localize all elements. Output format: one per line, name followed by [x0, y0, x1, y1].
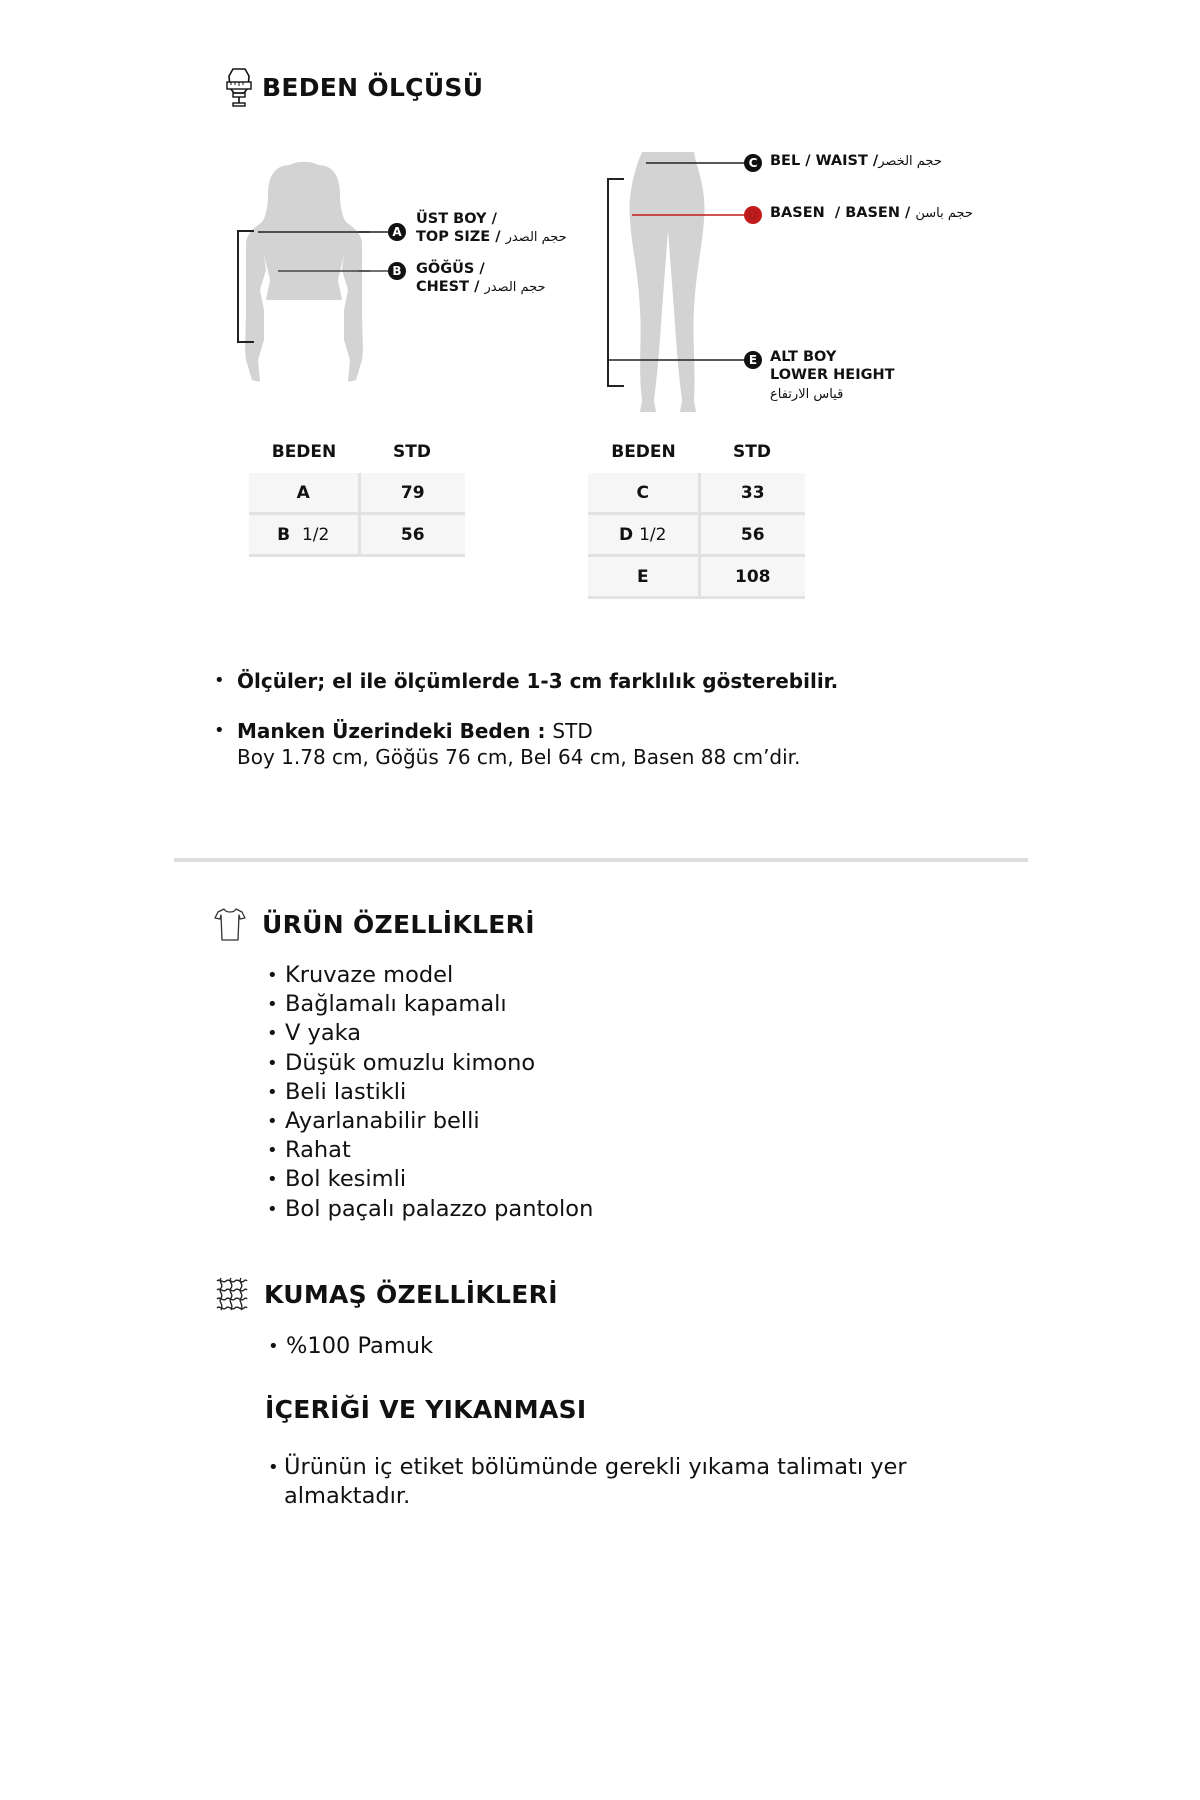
size-value-cell: 79	[359, 473, 465, 514]
size-label-cell: D 1/2	[588, 514, 699, 556]
badge-b: B	[388, 262, 406, 280]
size-label-cell: A	[249, 473, 359, 514]
callout-lower-line2: LOWER HEIGHT	[770, 367, 895, 383]
table-row	[249, 514, 465, 556]
measurement-note: • Ölçüler; el ile ölçümlerde 1-3 cm farklılık gösterebilir.	[214, 669, 839, 693]
column-header-std: STD	[393, 442, 431, 462]
arabic-label: حجم الصدر	[505, 230, 567, 245]
arabic-label: قياس الارتفاع	[770, 387, 844, 402]
table-row	[588, 556, 805, 598]
table-row	[588, 473, 805, 514]
list-item: • Kruvaze model	[267, 961, 593, 990]
list-item: • Beli lastikli	[267, 1078, 593, 1107]
table-row	[588, 514, 805, 556]
model-size-label: Manken Üzerindeki Beden :	[237, 719, 553, 743]
list-item: • Bol kesimli	[267, 1165, 593, 1194]
badge-c: C	[744, 154, 762, 172]
fabric-features-header	[214, 1276, 558, 1312]
list-item: Ürünün iç etiket bölümünde gerekli yıkama talimatı yer almaktadır.	[284, 1454, 907, 1509]
callout-chest-line2: CHEST / حجم الصدر	[416, 279, 546, 295]
callout-top-size-line2: TOP SIZE / حجم الصدر	[416, 229, 567, 245]
product-features-list	[267, 961, 593, 1224]
arabic-label: حجم الخصر	[878, 154, 942, 169]
list-item: • Ayarlanabilir belli	[267, 1107, 593, 1136]
care-list: • Ürünün iç etiket bölümünde gerekli yıkama talimatı yer almaktadır.	[268, 1453, 968, 1511]
mannequin-tape-icon	[224, 66, 254, 108]
size-value-cell: 56	[359, 514, 465, 556]
badge-d: D	[744, 206, 762, 224]
callout-lower-height	[770, 348, 895, 404]
upper-size-table	[249, 431, 465, 557]
list-item: • Rahat	[267, 1136, 593, 1165]
model-measurements: Boy 1.78 cm, Göğüs 76 cm, Bel 64 cm, Basen 88 cm’dir.	[237, 745, 801, 769]
callout-lower-line1: ALT BOY	[770, 349, 837, 365]
badge-e: E	[744, 351, 762, 369]
list-item: • Bol paçalı palazzo pantolon	[267, 1195, 593, 1224]
product-features-title: ÜRÜN ÖZELLİKLERİ	[262, 909, 535, 939]
table-row	[249, 473, 465, 514]
fabric-weave-icon	[214, 1276, 250, 1312]
upper-body-figure	[230, 160, 370, 390]
model-size-note: • Manken Üzerindeki Beden : STD Boy 1.78 cm, Göğüs 76 cm, Bel 64 cm, Basen 88 cm’dir.	[214, 719, 801, 769]
table-header-row	[588, 431, 805, 473]
list-item: • Düşük omuzlu kimono	[267, 1049, 593, 1078]
callout-chest-line1: GÖĞÜS /	[416, 261, 485, 277]
list-item: • V yaka	[267, 1019, 593, 1048]
callout-top-size	[416, 210, 567, 247]
fabric-features-list	[268, 1332, 433, 1361]
care-title: İÇERİĞİ VE YIKANMASI	[265, 1395, 587, 1424]
size-label-cell: E	[588, 556, 699, 598]
size-value-cell: 108	[699, 556, 805, 598]
size-chart-header	[224, 66, 483, 108]
column-header-std: STD	[733, 442, 771, 462]
model-size-value: STD	[552, 719, 593, 743]
size-label-cell: B 1/2	[249, 514, 359, 556]
size-value-cell: 33	[699, 473, 805, 514]
size-label-cell: C	[588, 473, 699, 514]
callout-top-size-line1: ÜST BOY /	[416, 211, 497, 227]
badge-a: A	[388, 223, 406, 241]
tshirt-icon	[214, 906, 246, 942]
callout-waist: BEL / WAIST /حجم الخصر	[770, 153, 942, 169]
size-chart-title: BEDEN ÖLÇÜSÜ	[262, 72, 484, 102]
table-header-row	[249, 431, 465, 473]
section-divider	[174, 858, 1028, 862]
fabric-features-title: KUMAŞ ÖZELLİKLERİ	[264, 1279, 558, 1309]
lower-body-figure	[604, 150, 754, 415]
product-features-header	[214, 906, 535, 942]
callout-hip: BASEN / BASEN / حجم باسن	[770, 205, 973, 221]
column-header-size: BEDEN	[611, 442, 676, 462]
arabic-label: حجم الصدر	[484, 280, 546, 295]
callout-lines-top	[358, 229, 390, 277]
list-item: • Bağlamalı kapamalı	[267, 990, 593, 1019]
lower-size-table	[588, 431, 805, 599]
column-header-size: BEDEN	[271, 442, 337, 462]
list-item: • %100 Pamuk	[268, 1332, 433, 1361]
size-value-cell: 56	[699, 514, 805, 556]
arabic-label: حجم باسن	[915, 206, 973, 221]
callout-chest	[416, 260, 546, 297]
